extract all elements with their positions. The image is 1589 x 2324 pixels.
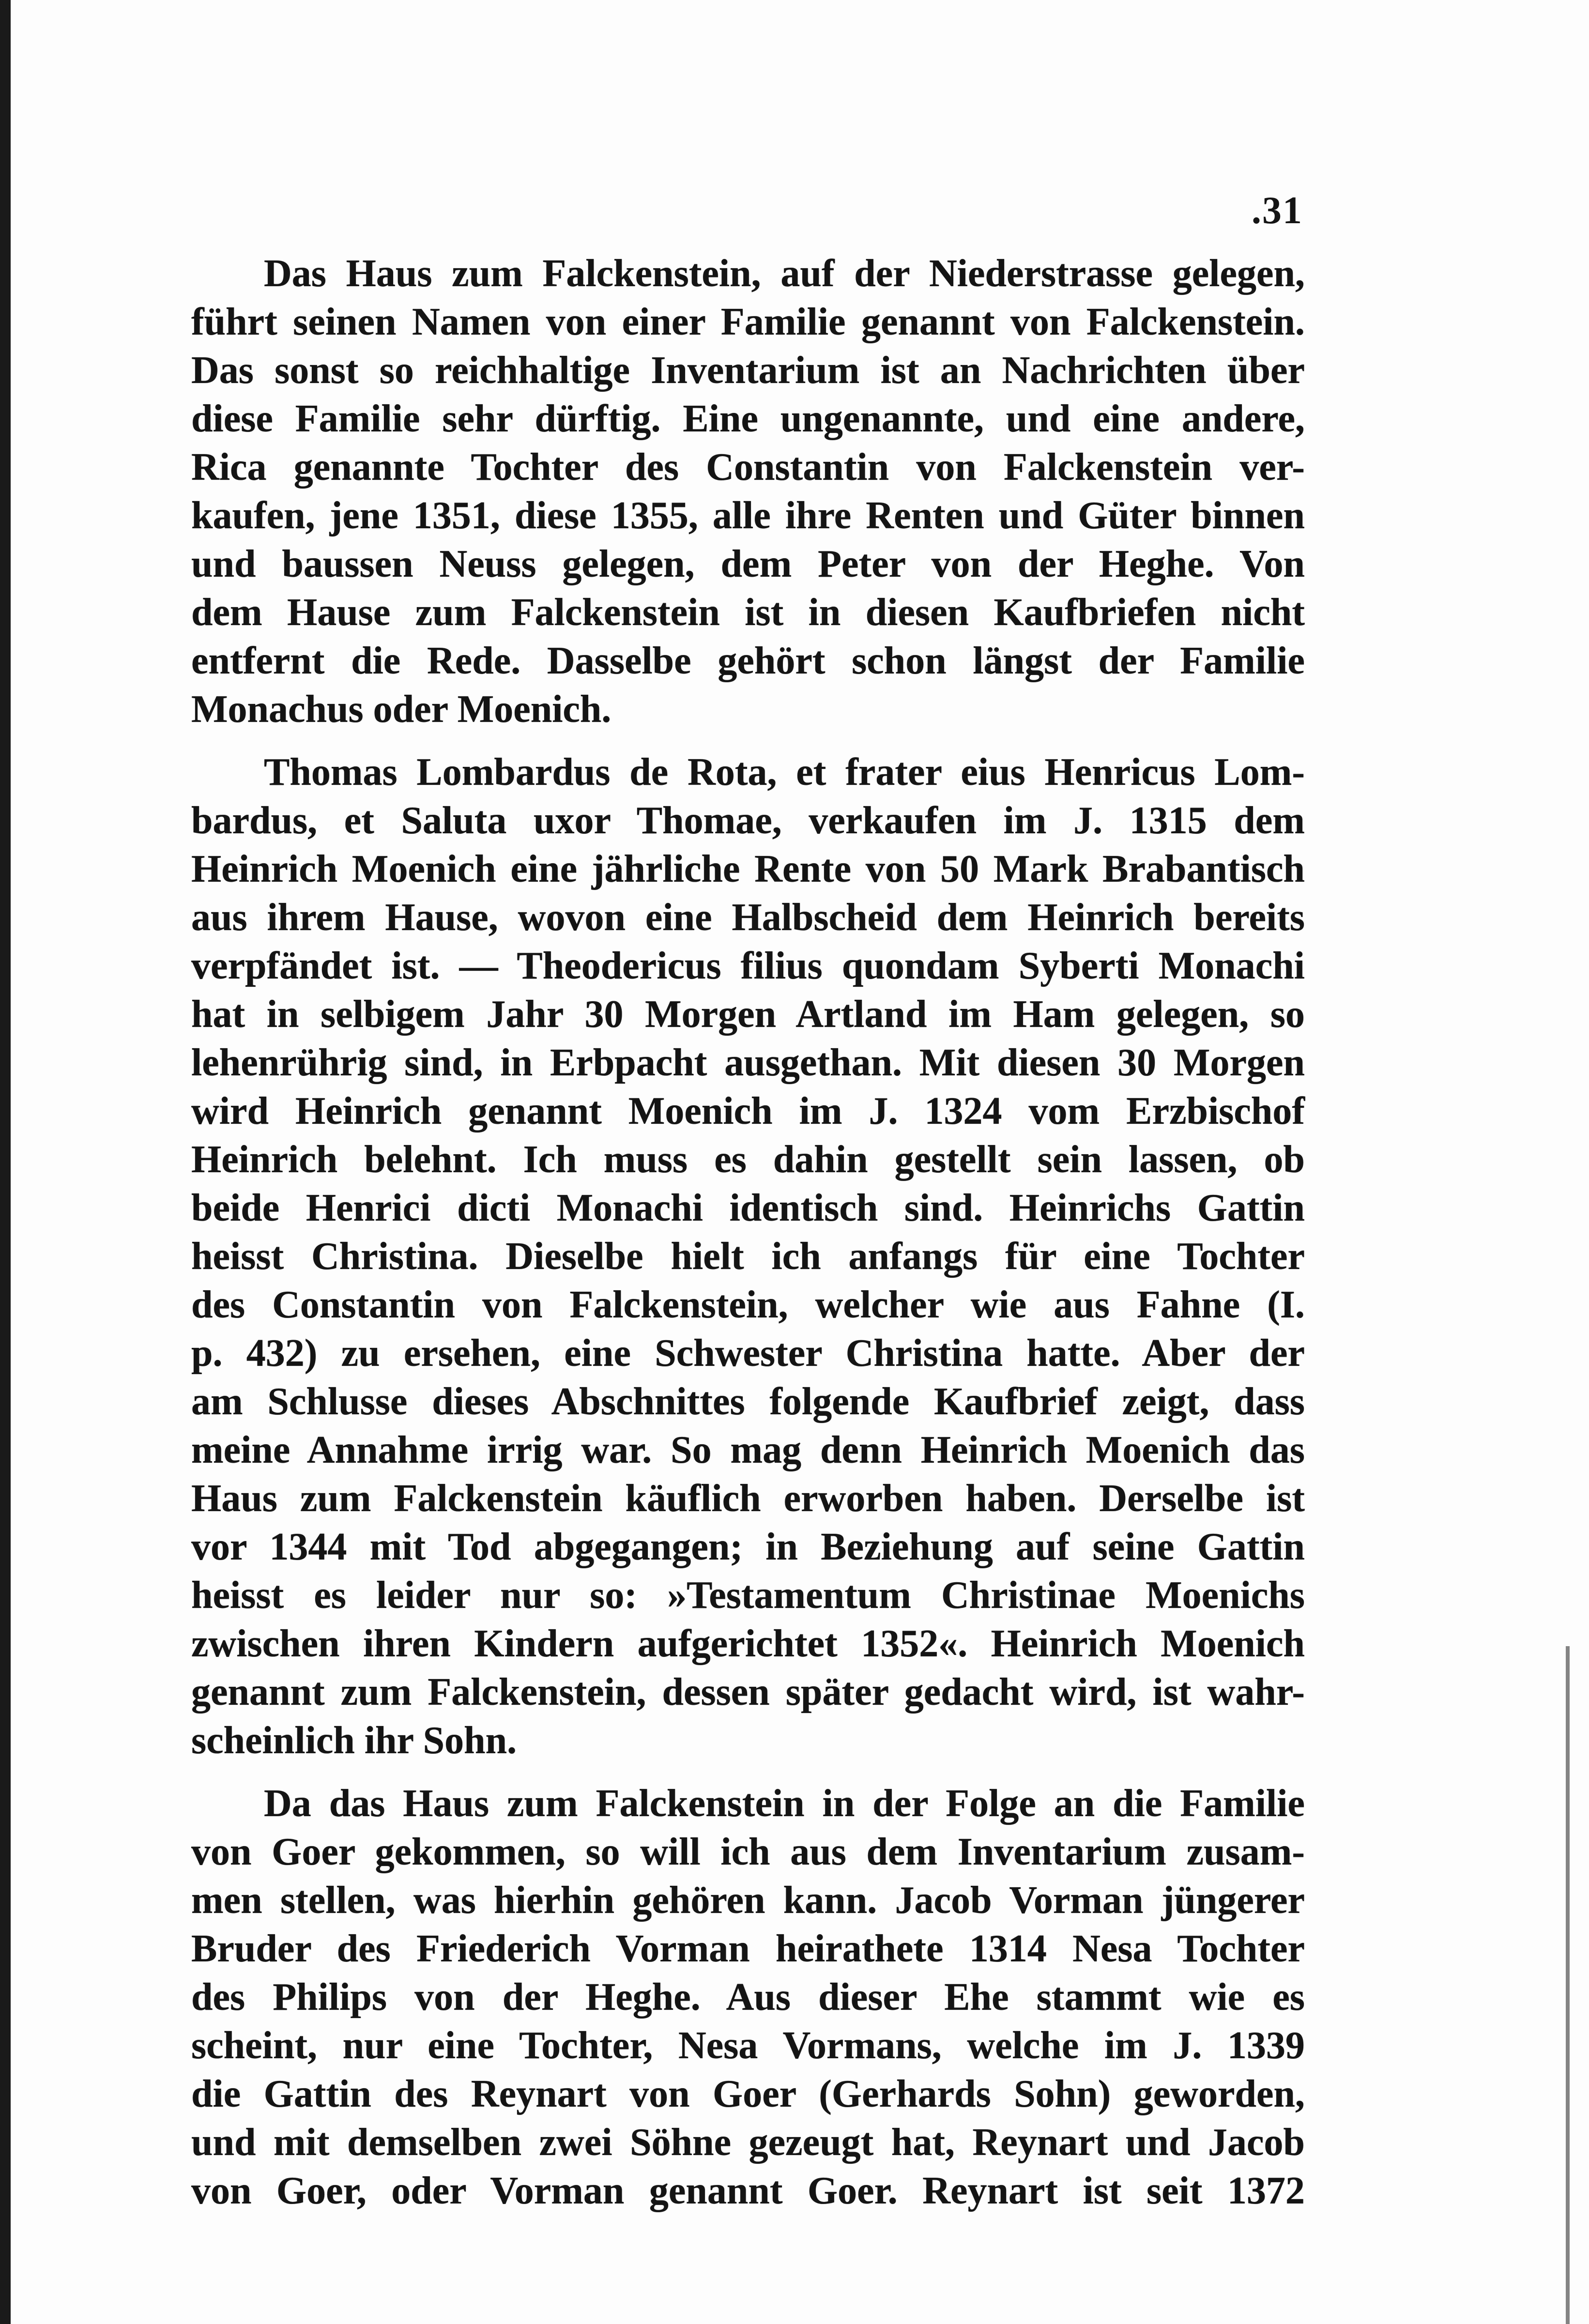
text-line: die Gattin des Reynart von Goer (Gerhards Sohn) geworden, [191,2073,1305,2115]
text-line: und mit demselben zwei Söhne gezeugt hat, Reynart und Jacob [191,2121,1305,2164]
text-line: Bruder des Friederich Vorman heirathete 1314 Nesa Tochter [191,1927,1305,1970]
paragraph [191,249,1305,734]
text-line: Da das Haus zum Falckenstein in der Folge an die Familie [264,1782,1305,1825]
text-line: Haus zum Falckenstein käuflich erworben haben. Derselbe ist [191,1477,1305,1520]
paragraph [191,748,1305,1765]
text-line: Thomas Lombardus de Rota, et frater eius Henricus Lom- [264,751,1305,794]
text-line: führt seinen Namen von einer Familie genannt von Falckenstein. [191,301,1305,343]
text-line: Das sonst so reichhaltige Inventarium ist an Nachrichten über [191,349,1305,392]
text-line: kaufen, jene 1351, diese 1355, alle ihre Renten und Güter binnen [191,494,1305,537]
text-line: Heinrich Moenich eine jährliche Rente von 50 Mark Brabantisch [191,848,1305,890]
text-line: heisst es leider nur so: »Testamentum Christinae Moenichs [191,1574,1305,1617]
text-line: aus ihrem Hause, wovon eine Halbscheid dem Heinrich bereits [191,896,1305,939]
text-line: wird Heinrich genannt Moenich im J. 1324 vom Erzbischof [191,1090,1305,1132]
text-line: Heinrich belehnt. Ich muss es dahin gestellt sein lassen, ob [191,1138,1305,1181]
text-line: lehenrührig sind, in Erbpacht ausgethan. Mit diesen 30 Morgen [191,1041,1305,1084]
text-line: vor 1344 mit Tod abgegangen; in Beziehung auf seine Gattin [191,1526,1305,1568]
text-line: bardus, et Saluta uxor Thomae, verkaufen im J. 1315 dem [191,799,1305,842]
text-line: scheint, nur eine Tochter, Nesa Vormans, welche im J. 1339 [191,2024,1305,2067]
text-line: Das Haus zum Falckenstein, auf der Niederstrasse gelegen, [264,252,1305,295]
text-line: heisst Christina. Dieselbe hielt ich anfangs für eine Tochter [191,1235,1305,1278]
text-line: zwischen ihren Kindern aufgerichtet 1352«. Heinrich Moenich [191,1622,1305,1665]
body-text [191,249,1305,2215]
text-line: verpfändet ist. — Theodericus filius quondam Syberti Monachi [191,945,1305,987]
text-line: meine Annahme irrig war. So mag denn Heinrich Moenich das [191,1429,1305,1471]
text-line: diese Familie sehr dürftig. Eine ungenannte, und eine andere, [191,398,1305,440]
text-line: p. 432) zu ersehen, eine Schwester Christina hatte. Aber der [191,1332,1305,1375]
scan-right-border [1566,1646,1570,2324]
text-line: des Constantin von Falckenstein, welcher wie aus Fahne (I. [191,1284,1305,1326]
text-line: entfernt die Rede. Dasselbe gehört schon längst der Familie [191,640,1305,682]
text-line: beide Henrici dicti Monachi identisch sind. Heinrichs Gattin [191,1187,1305,1229]
text-line: des Philips von der Heghe. Aus dieser Ehe stammt wie es [191,1976,1305,2018]
scan-left-border [0,0,11,2324]
paragraph [191,1779,1305,2215]
text-line: hat in selbigem Jahr 30 Morgen Artland im Ham gelegen, so [191,993,1305,1036]
text-line: scheinlich ihr Sohn. [191,1719,517,1762]
text-line: dem Hause zum Falckenstein ist in diesen Kaufbriefen nicht [191,591,1305,634]
text-line: von Goer, oder Vorman genannt Goer. Reynart ist seit 1372 [191,2170,1305,2212]
text-line: men stellen, was hierhin gehören kann. Jacob Vorman jüngerer [191,1879,1305,1922]
text-line: Monachus oder Moenich. [191,688,611,731]
text-line: Rica genannte Tochter des Constantin von Falckenstein ver- [191,446,1305,489]
text-line: von Goer gekommen, so will ich aus dem Inventarium zusam- [191,1831,1305,1873]
page-number: .31 [1252,189,1303,232]
text-line: am Schlusse dieses Abschnittes folgende Kaufbrief zeigt, dass [191,1380,1305,1423]
text-line: genannt zum Falckenstein, dessen später gedacht wird, ist wahr- [191,1671,1305,1713]
text-line: und baussen Neuss gelegen, dem Peter von der Heghe. Von [191,543,1305,585]
